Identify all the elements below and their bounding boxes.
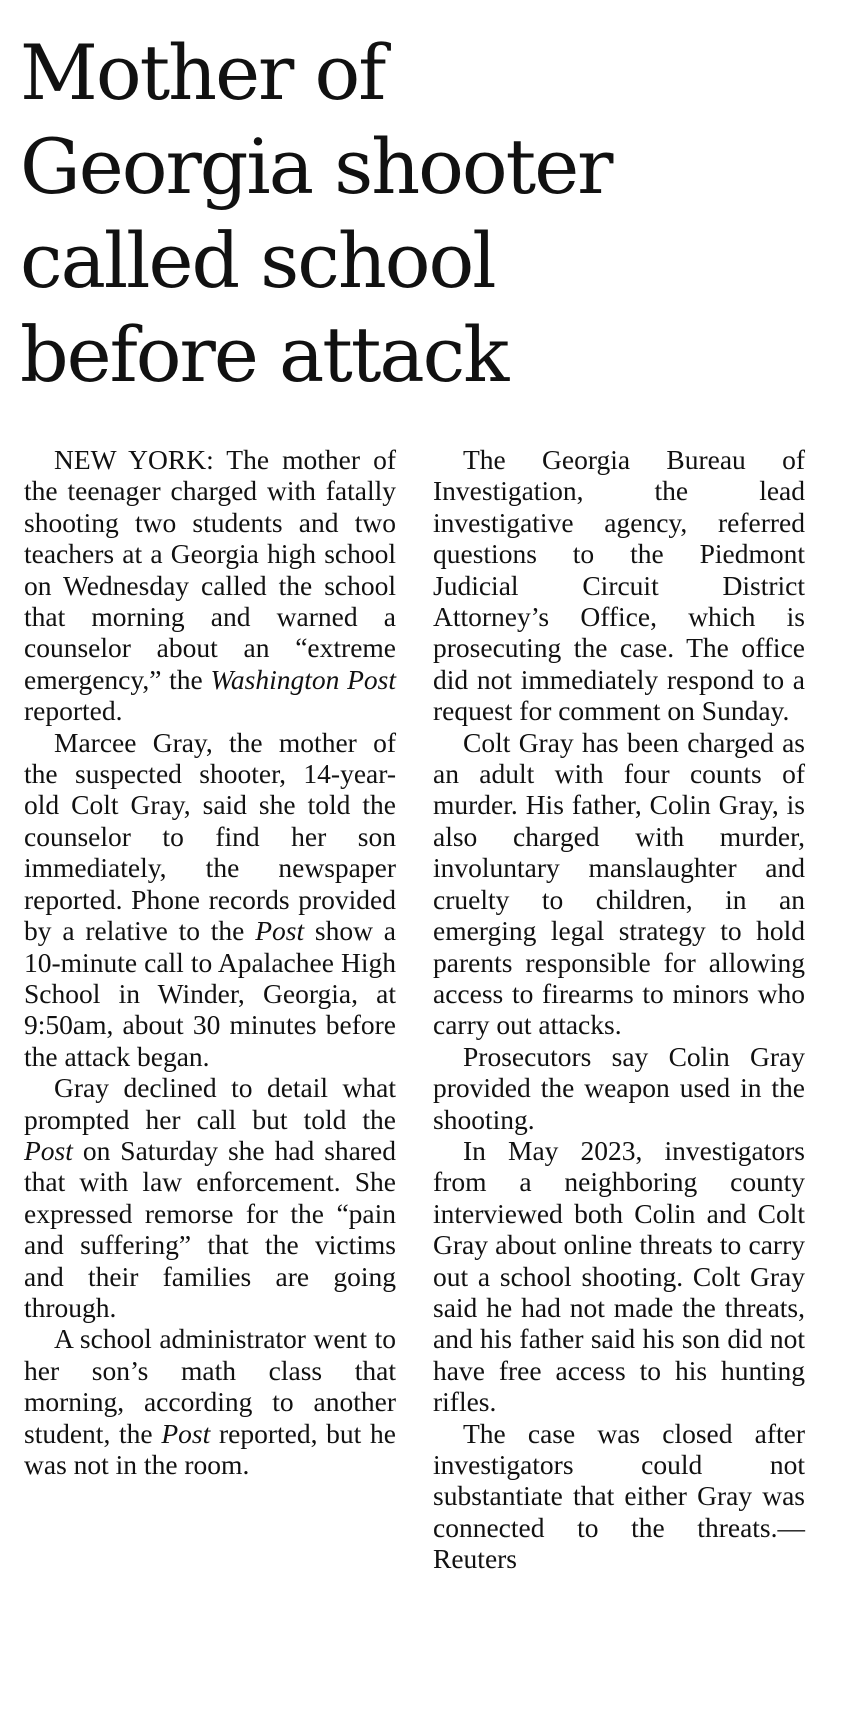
paragraph-text: Marcee Gray, the mother of the suspected shooter, 14-year-old Colt Gray, said she told the counselor to find her son immediately, the newspaper reported. Phone records provided by a relative to the bbox=[24, 726, 396, 947]
paragraph-text: Gray declined to detail what prompted her call but told the bbox=[24, 1072, 396, 1135]
body-column-right bbox=[433, 444, 805, 1575]
body-paragraph bbox=[433, 1135, 805, 1418]
body-column-left bbox=[24, 444, 396, 1480]
publication-name: Post bbox=[24, 1134, 73, 1166]
paragraph-text: A school administrator went to her son’s math class that morning, according to another student, the bbox=[24, 1323, 396, 1449]
headline-line: before attack bbox=[20, 310, 508, 399]
body-paragraph bbox=[24, 1323, 396, 1480]
body-paragraph bbox=[24, 727, 396, 1072]
body-paragraph bbox=[433, 1041, 805, 1135]
body-paragraph bbox=[433, 727, 805, 1041]
paragraph-text: In May 2023, investigators from a neighboring county interviewed both Colin and Colt Gray about online threats to carry out a school shooting. Colt Gray said he had not made the threats, and his father said his son did not have free access to his hunting rifles. bbox=[433, 1134, 805, 1418]
publication-name: Post bbox=[255, 915, 305, 947]
paragraph-text: The case was closed after investigators could not substantiate that either Gray was connected to the threats.—Reuters bbox=[433, 1417, 805, 1575]
paragraph-text: Colt Gray has been charged as an adult with four counts of murder. His father, Colin Gray, is also charged with murder, involuntary manslaughter and cruelty to children, in an emerging legal strategy to hold parents responsible for allowing access to firearms to minors who carry out attacks. bbox=[433, 726, 805, 1041]
paragraph-text: show a 10-minute call to Apalachee High School in Winder, Georgia, at 9:50am, about 30 minutes before the attack began. bbox=[24, 915, 396, 1072]
body-paragraph bbox=[433, 444, 805, 727]
publication-name: Post bbox=[161, 1417, 211, 1449]
headline bbox=[20, 26, 820, 402]
body-paragraph bbox=[24, 444, 396, 727]
paragraph-text: The Georgia Bureau of Investigation, the lead investigative agency, referred questions to the Piedmont Judicial Circuit District Attorney’s Office, which is prosecuting the case. The office did not immediately respond to a request for comment on Sunday. bbox=[433, 444, 805, 727]
publication-name: Washington Post bbox=[210, 663, 396, 695]
body-paragraph bbox=[433, 1418, 805, 1575]
paragraph-text: reported, but he was not in the room. bbox=[24, 1417, 396, 1480]
paragraph-text: on Saturday she had shared that with law enforcement. She expressed remorse for the “pain and suffering” that the victims and their families are going through. bbox=[24, 1134, 396, 1323]
headline-line: Georgia shooter bbox=[20, 122, 612, 211]
paragraph-text: reported. bbox=[24, 695, 123, 727]
body-paragraph bbox=[24, 1072, 396, 1323]
paragraph-text: Prosecutors say Colin Gray provided the weapon used in the shooting. bbox=[433, 1040, 805, 1135]
headline-line: Mother of bbox=[20, 28, 385, 117]
headline-line: called school bbox=[20, 216, 495, 305]
paragraph-text: NEW YORK: The mother of the teenager charged with fatally shooting two students and two teachers at a Georgia high school on Wednesday called the school that morning and warned a counselor about an “extreme emergency,” the bbox=[24, 444, 396, 695]
